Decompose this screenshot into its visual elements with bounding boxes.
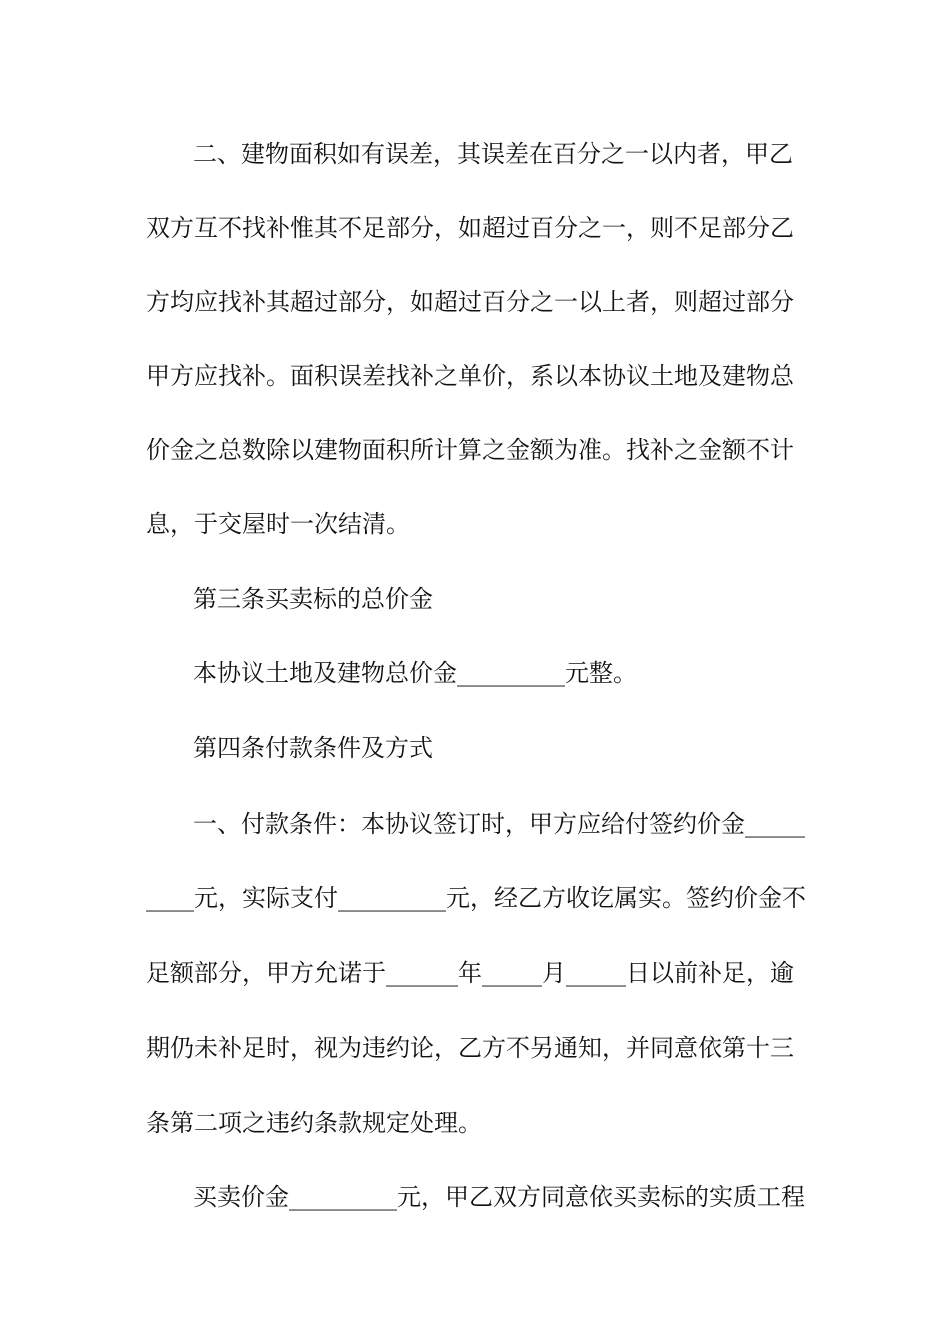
paragraph-line: 价金之总数除以建物面积所计算之金额为准。找补之金额不计 [146,436,794,464]
section-heading: 第三条买卖标的总价金 [193,585,433,613]
section-heading: 第四条付款条件及方式 [193,734,433,762]
paragraph-line: 期仍未补足时，视为违约论，乙方不另通知，并同意依第十三 [146,1034,794,1062]
paragraph-line: 甲方应找补。面积误差找补之单价，系以本协议土地及建物总 [146,362,794,390]
paragraph-line: 双方互不找补惟其不足部分，如超过百分之一，则不足部分乙 [146,214,794,242]
paragraph-line: 一、付款条件：本协议签订时，甲方应给付签约价金_____ [193,810,805,838]
paragraph-line: 息，于交屋时一次结清。 [146,510,410,538]
paragraph-line: ____元，实际支付_________元，经乙方收讫属实。签约价金不 [146,884,806,912]
paragraph-line: 方均应找补其超过部分，如超过百分之一以上者，则超过部分 [146,288,794,316]
paragraph-line: 二、建物面积如有误差，其误差在百分之一以内者，甲乙 [193,140,793,168]
paragraph-line: 本协议土地及建物总价金_________元整。 [193,659,637,687]
paragraph-line: 买卖价金_________元，甲乙双方同意依买卖标的实质工程 [193,1183,805,1211]
paragraph-line: 足额部分，甲方允诺于______年_____月_____日以前补足，逾 [146,959,794,987]
paragraph-line: 条第二项之违约条款规定处理。 [146,1109,482,1137]
